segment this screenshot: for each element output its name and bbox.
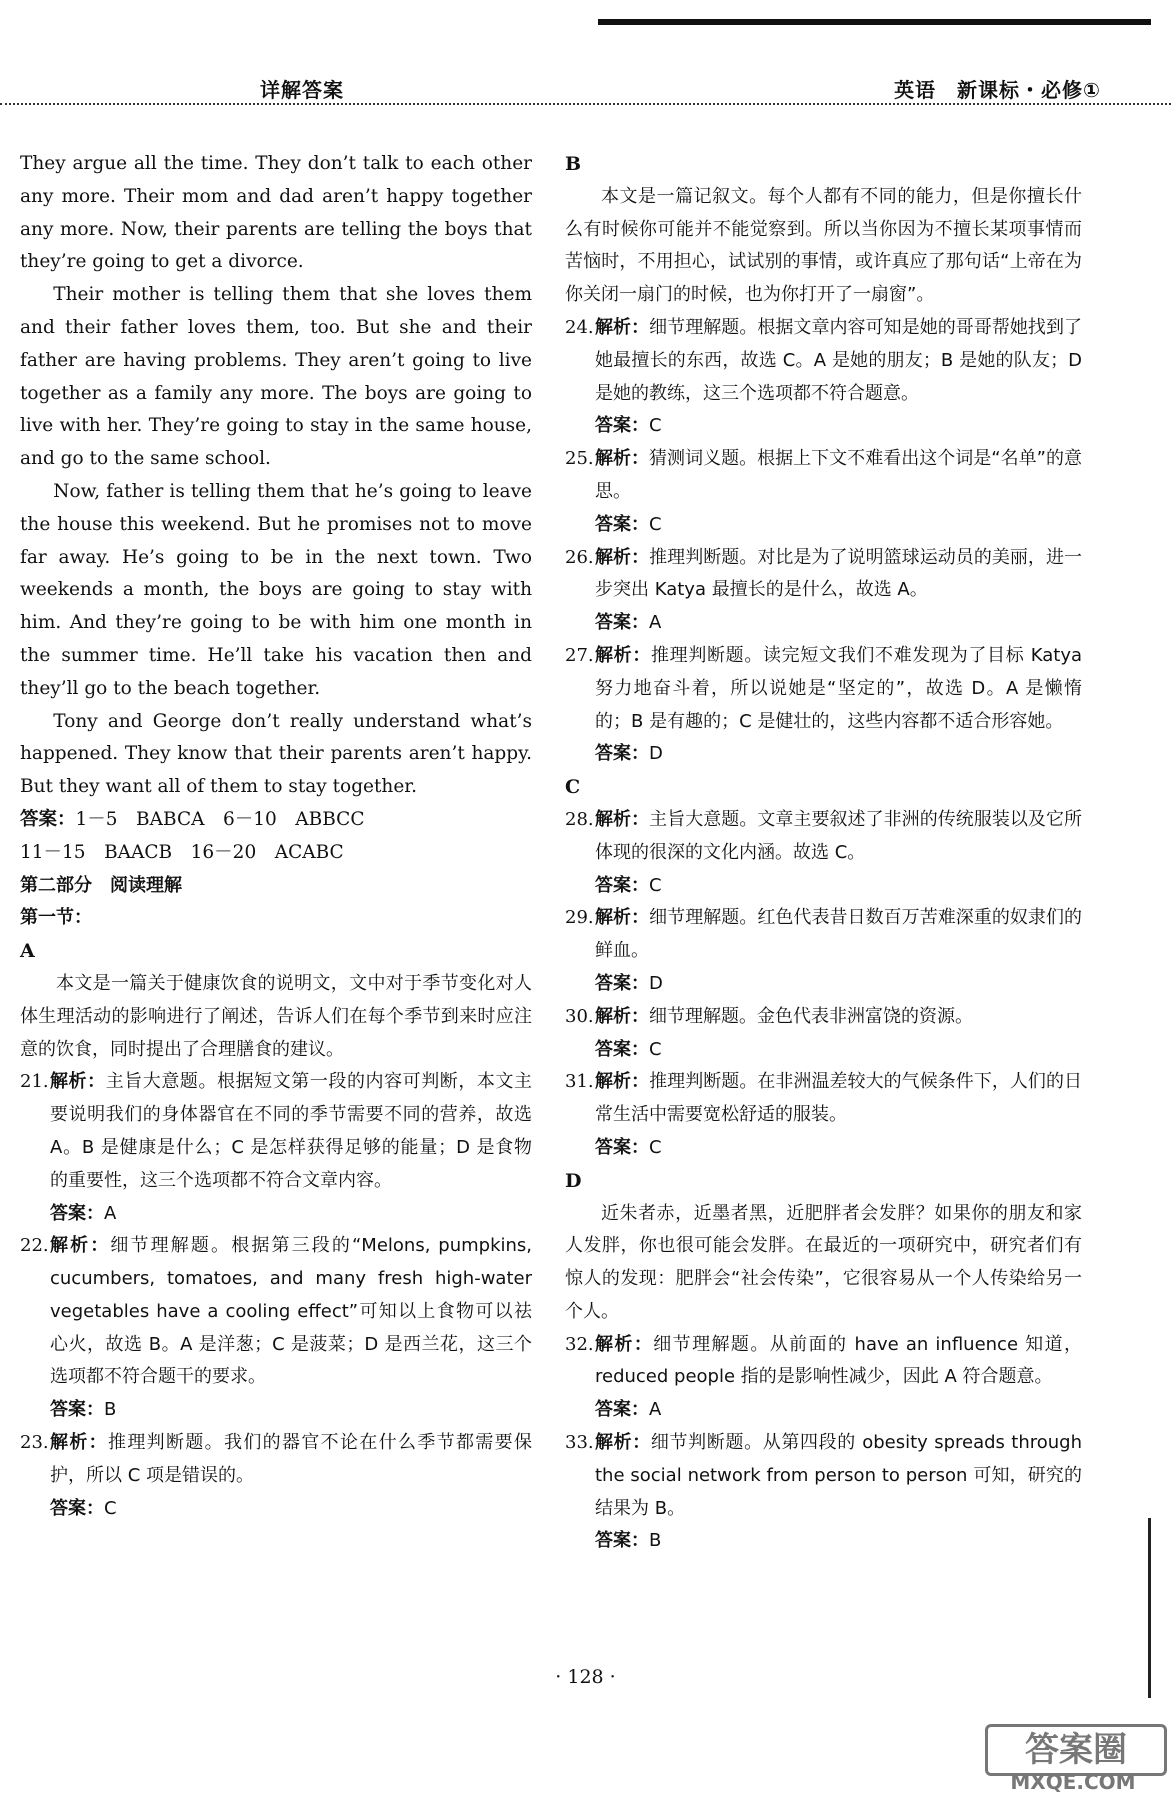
question-number: 30. — [565, 1005, 594, 1027]
analysis-label: 解析： — [50, 1235, 111, 1257]
passage-label-d: D — [565, 1169, 582, 1192]
analysis-label: 解析： — [595, 1071, 650, 1093]
answer-21 — [20, 1198, 532, 1231]
question-31 — [565, 1066, 1082, 1132]
answer-label: 答案： — [595, 415, 649, 437]
answers-line-2: 11－15 BAACB 16－20 ACABC — [20, 841, 344, 863]
passage-a-intro — [20, 968, 532, 1066]
left-column — [20, 148, 532, 1525]
passage-paragraph: Their mother is telling them that she loves them and their father loves them, too. But she and their father are having problems. They aren’t going to live together as a family any more. The boys are going to live with her. They’re going to stay in the same house, and go to the same school. — [20, 284, 532, 470]
intro-text: 本文是一篇关于健康饮食的说明文，文中对于季节变化对人体生理活动的影响进行了阐述，告诉人们在每个季节到来时应注意的饮食，同时提出了合理膳食的建议。 — [20, 972, 532, 1060]
analysis-label: 解析： — [595, 546, 650, 568]
answer-value: B — [104, 1399, 117, 1421]
analysis-text: 主旨大意题。文章主要叙述了非洲的传统服装以及它所体现的很深的文化内涵。故选 C。 — [595, 808, 1083, 863]
answer-30 — [565, 1034, 1082, 1067]
question-30 — [565, 1001, 1082, 1034]
answer-label: 答案： — [595, 1136, 649, 1158]
answer-value: C — [649, 1136, 662, 1158]
answer-label: 答案： — [50, 1497, 104, 1519]
header-left-title: 详解答案 — [260, 78, 344, 102]
question-number: 32. — [565, 1333, 594, 1355]
question-number: 24. — [565, 316, 594, 338]
question-22 — [20, 1230, 532, 1394]
analysis-text: 推理判断题。我们的器官不论在什么季节都需要保护，所以 C 项是错误的。 — [50, 1432, 532, 1486]
analysis-text: 细节理解题。根据文章内容可知是她的哥哥帮她找到了她最擅长的东西，故选 C。A 是她的朋友；B 是她的队友；D 是她的教练，这三个选项都不符合题意。 — [595, 316, 1083, 404]
analysis-text: 细节理解题。根据第三段的“Melons, pumpkins, cucumbers, tomatoes, and many fresh high-water vegetables have a cooling effect”可知以上食物可以祛心火，故选 B。A 是洋葱；C 是菠菜；D 是西兰花，这三个选项都不符合题干的要求。 — [50, 1235, 533, 1388]
analysis-text: 细节理解题。从前面的 have an influence 知道，reduced people 指的是影响性减少，因此 A 符合题意。 — [595, 1333, 1082, 1388]
answer-value: A — [649, 612, 662, 634]
question-21 — [20, 1066, 532, 1197]
analysis-text: 推理判断题。在非洲温差较大的气候条件下，人们的日常生活中需要宽松舒适的服装。 — [595, 1071, 1083, 1126]
answer-label: 答案： — [595, 972, 649, 994]
passage-d-intro — [565, 1198, 1082, 1329]
analysis-label: 解析： — [595, 1432, 651, 1454]
answer-label: 答案： — [50, 1202, 104, 1224]
page-number: · 128 · — [555, 1666, 616, 1688]
question-number: 28. — [565, 808, 594, 830]
analysis-text: 推理判断题。读完短文我们不难发现为了目标 Katya 努力地奋斗着，所以说她是“坚定的”，故选 D。A 是懒惰的；B 是有趣的；C 是健壮的，这些内容都不适合形容她。 — [595, 644, 1083, 732]
analysis-text: 猜测词义题。根据上下文不难看出这个词是“名单”的意思。 — [595, 448, 1083, 502]
answer-24 — [565, 410, 1082, 443]
analysis-text: 主旨大意题。根据短文第一段的内容可判断，本文主要说明我们的身体器官在不同的季节需要不同的营养，故选 A。B 是健康是什么；C 是怎样获得足够的能量；D 是食物的重要性，这三个选项都不符合文章内容。 — [50, 1071, 533, 1191]
answer-25 — [565, 509, 1082, 542]
analysis-label: 解析： — [595, 448, 650, 470]
answer-value: C — [649, 513, 662, 535]
answer-26 — [565, 607, 1082, 640]
answers-label: 答案： — [20, 808, 76, 830]
watermark-logo — [985, 1724, 1161, 1792]
question-number: 33. — [565, 1432, 594, 1454]
answer-value: C — [649, 415, 662, 437]
answer-27 — [565, 738, 1082, 771]
answer-value: B — [649, 1530, 662, 1552]
answer-label: 答案： — [595, 1399, 649, 1421]
header-top-rule — [598, 19, 1151, 25]
question-number: 29. — [565, 907, 594, 929]
answer-23 — [20, 1493, 532, 1526]
right-column — [565, 148, 1082, 1558]
answer-label: 答案： — [595, 1038, 649, 1060]
watermark-sub: MXQE.COM — [1010, 1770, 1136, 1794]
passage-b-intro — [565, 181, 1082, 312]
question-26 — [565, 542, 1082, 608]
section-heading: 第一节： — [20, 907, 92, 929]
question-24 — [565, 312, 1082, 410]
answer-33 — [565, 1525, 1082, 1558]
listening-passage — [20, 148, 532, 804]
answer-22 — [20, 1394, 532, 1427]
answer-value: C — [649, 874, 662, 896]
passage-paragraph: They argue all the time. They don’t talk to each other any more. Their mom and dad aren’t happy together any more. Now, their parents are telling the boys that they’re going to get a divorce. — [20, 153, 532, 273]
question-25 — [565, 443, 1082, 509]
passage-label-a: A — [20, 940, 35, 963]
intro-text: 近朱者赤，近墨者黑，近肥胖者会发胖？如果你的朋友和家人发胖，你也很可能会发胖。在最近的一项研究中，研究者们有惊人的发现：肥胖会“社会传染”，它很容易从一个人传染给另一个人。 — [565, 1202, 1082, 1322]
answer-value: A — [649, 1399, 662, 1421]
analysis-label: 解析： — [50, 1432, 108, 1454]
answer-label: 答案： — [595, 1530, 649, 1552]
passage-paragraph: Now, father is telling them that he’s going to leave the house this weekend. But he promises not to move far away. He’s going to be in the next town. Two weekends a month, the boys are going to stay with him. And they’re going to be with him one month in the summer time. He’ll take his vacation then and they’ll go to the beach together. — [20, 480, 532, 699]
answer-29 — [565, 968, 1082, 1001]
header-right-title: 英语 新课标・必修① — [894, 78, 1101, 102]
answer-label: 答案： — [595, 612, 649, 634]
analysis-label: 解析： — [595, 907, 650, 929]
analysis-label: 解析： — [595, 316, 650, 338]
analysis-label: 解析： — [595, 1005, 649, 1027]
header-dotted-rule — [0, 103, 1171, 105]
answer-value: D — [649, 972, 663, 994]
analysis-label: 解析： — [595, 808, 650, 830]
answer-value: A — [104, 1202, 117, 1224]
analysis-text: 细节判断题。从第四段的 obesity spreads through the social network from person to person 可知，研究的结果为 B。 — [595, 1432, 1082, 1519]
answer-value: C — [104, 1497, 117, 1519]
part-heading: 第二部分 阅读理解 — [20, 874, 182, 896]
analysis-text: 推理判断题。对比是为了说明篮球运动员的美丽，进一步突出 Katya 最擅长的是什么，故选 A。 — [595, 546, 1083, 601]
passage-paragraph: Tony and George don’t really understand what’s happened. They know that their parents aren’t happy. But they want all of them to stay together. — [20, 710, 532, 798]
question-23 — [20, 1427, 532, 1493]
question-29 — [565, 902, 1082, 968]
watermark-main: 答案圈 — [985, 1724, 1167, 1776]
answer-label: 答案： — [595, 743, 649, 765]
question-32 — [565, 1329, 1082, 1395]
answers-line-1 — [20, 804, 532, 837]
answer-label: 答案： — [595, 874, 649, 896]
question-number: 21. — [20, 1071, 49, 1093]
analysis-text: 细节理解题。红色代表昔日数百万苦难深重的奴隶们的鲜血。 — [595, 907, 1083, 962]
analysis-label: 解析： — [595, 644, 652, 666]
answer-value: C — [649, 1038, 662, 1060]
question-number: 26. — [565, 546, 594, 568]
question-33 — [565, 1427, 1082, 1525]
passage-label-b: B — [565, 153, 582, 175]
question-27 — [565, 640, 1082, 738]
analysis-text: 细节理解题。金色代表非洲富饶的资源。 — [649, 1005, 973, 1027]
answer-31 — [565, 1132, 1082, 1165]
question-number: 25. — [565, 448, 594, 470]
question-number: 22. — [20, 1235, 49, 1257]
question-number: 23. — [20, 1432, 49, 1454]
answer-label: 答案： — [50, 1399, 104, 1421]
question-28 — [565, 804, 1082, 870]
analysis-label: 解析： — [50, 1071, 106, 1093]
answer-28 — [565, 870, 1082, 903]
answer-32 — [565, 1394, 1082, 1427]
answers-values: 1－5 BABCA 6－10 ABBCC — [75, 808, 365, 830]
question-number: 27. — [565, 644, 594, 666]
analysis-label: 解析： — [595, 1333, 654, 1355]
intro-text: 本文是一篇记叙文。每个人都有不同的能力，但是你擅长什么有时候你可能并不能觉察到。所以当你因为不擅长某项事情而苦恼时，不用担心，试试别的事情，或许真应了那句话“上帝在为你关闭一扇门的时候，也为你打开了一扇窗”。 — [565, 185, 1082, 306]
answer-label: 答案： — [595, 513, 649, 535]
passage-label-c: C — [565, 776, 581, 799]
answer-value: D — [649, 743, 663, 765]
question-number: 31. — [565, 1071, 594, 1093]
